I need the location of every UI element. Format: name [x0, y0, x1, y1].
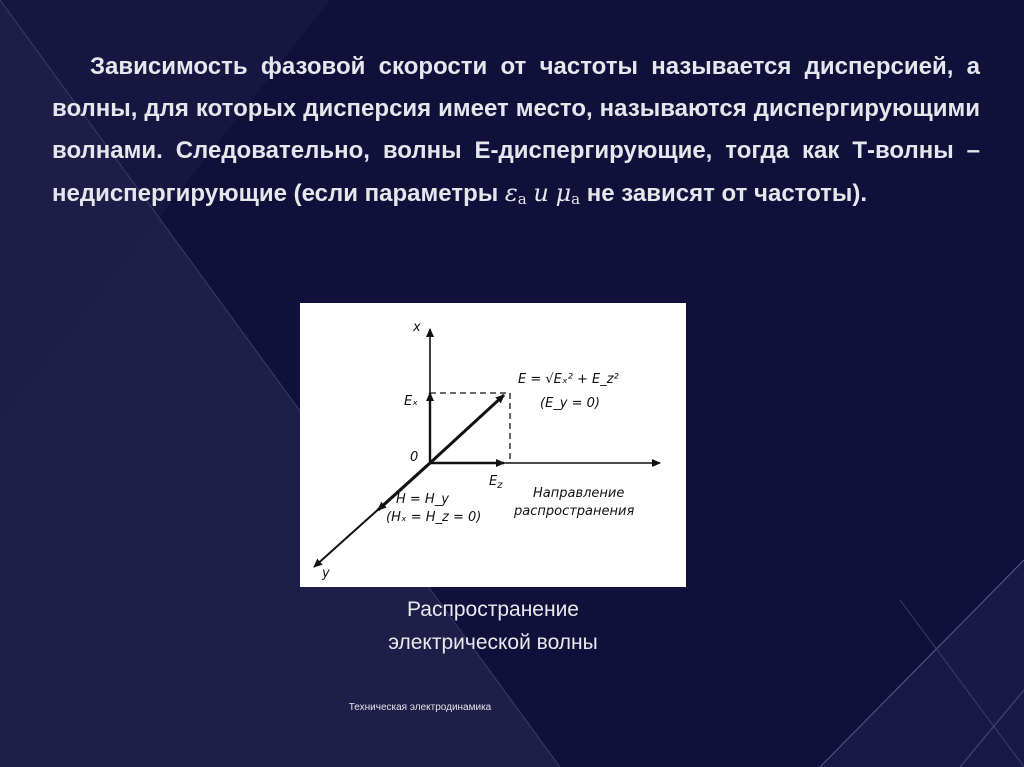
ez-label: $E_z$: [489, 474, 503, 491]
direction-label-2: распространения: [514, 504, 635, 519]
epsilon-a-symbol: $\varepsilon_а$: [504, 179, 527, 208]
ex-label: Eₓ: [404, 394, 418, 409]
x-axis-label: x: [413, 320, 421, 335]
paragraph-text-end: не зависят от частоты).: [586, 180, 868, 207]
direction-label-1: Направление: [533, 486, 625, 501]
h-formula: H = H_y: [396, 492, 449, 507]
y-axis-label: y: [322, 566, 330, 581]
caption-line-1: Распространение: [407, 598, 579, 621]
footer-text: Техническая электродинамика: [348, 702, 492, 713]
wave-diagram-svg: [300, 303, 686, 587]
formula-e: E = √Eₓ² + E_z²: [518, 372, 619, 387]
caption-line-2: электрической волны: [388, 631, 598, 654]
conjunction: и: [533, 179, 549, 207]
main-paragraph: [52, 46, 980, 220]
figure-caption: [330, 593, 656, 659]
mu-a-symbol: $\mu_а$: [555, 179, 581, 208]
formula-ey: (E_y = 0): [540, 396, 600, 411]
e-vector: [430, 395, 504, 463]
wave-diagram: [300, 303, 686, 587]
origin-label: 0: [410, 450, 419, 465]
h-components: (Hₓ = H_z = 0): [386, 510, 482, 525]
paragraph-text: Зависимость фазовой скорости от частоты называется дисперсией, а волны, для которых дисперсия имеет место, называются диспергирующими волнами. Следовательно, волны Е-диспергирующие, тогда как Т-волны – недиспергирующие (если параметры: [52, 53, 980, 207]
